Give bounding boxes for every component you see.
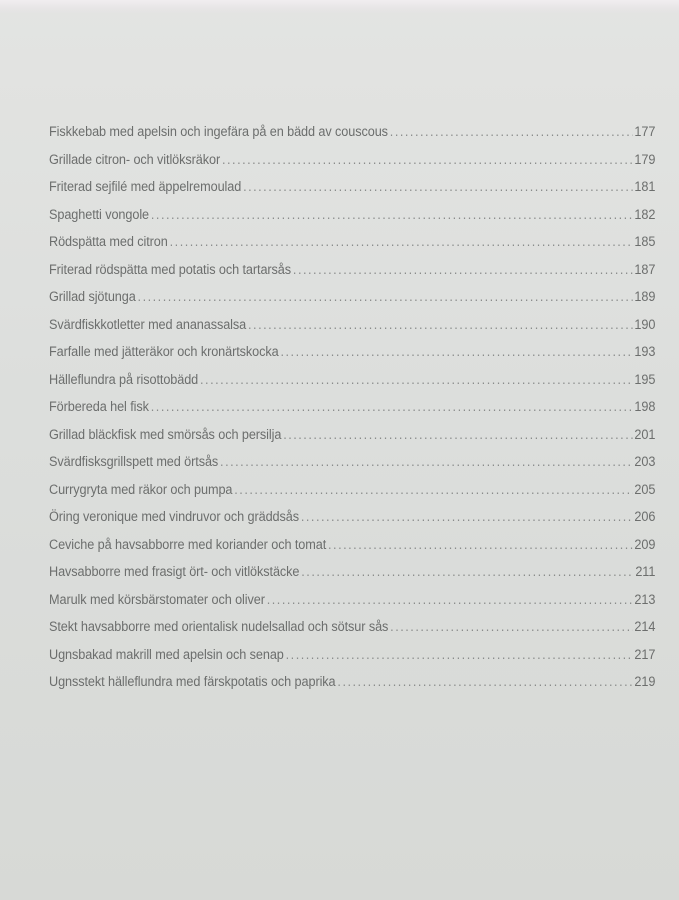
toc-entry-title: Svärdfisksgrillspett med örtsås bbox=[49, 454, 219, 469]
toc-entry bbox=[49, 647, 655, 675]
toc-page-number: 193 bbox=[634, 344, 656, 359]
toc-entry bbox=[49, 537, 655, 565]
toc-entry-title: Farfalle med jätteräkor och kronärtskocka bbox=[49, 344, 279, 359]
toc-page-number: 189 bbox=[634, 289, 656, 304]
toc-entry-title: Grillad sjötunga bbox=[49, 289, 136, 304]
toc-dot-leader bbox=[390, 124, 633, 139]
toc-page-number: 177 bbox=[634, 124, 656, 139]
toc-entry-title: Ceviche på havsabborre med koriander och tomat bbox=[49, 536, 327, 552]
toc-entry-title: Marulk med körsbärstomater och oliver bbox=[49, 591, 265, 607]
toc-entry bbox=[49, 619, 655, 647]
toc-entry bbox=[49, 674, 655, 702]
toc-entry-title: Svärdfiskkotletter med ananassalsa bbox=[49, 316, 247, 332]
toc-page-number: 198 bbox=[634, 399, 656, 414]
toc-entry-title: Rödspätta med citron bbox=[49, 234, 168, 249]
toc-entry bbox=[49, 317, 655, 345]
toc-entry-title: Hälleflundra på risottobädd bbox=[49, 371, 199, 387]
toc-page-number: 195 bbox=[634, 371, 656, 387]
toc-entry bbox=[49, 207, 655, 235]
toc-entry-title: Grillade citron- och vitlöksräkor bbox=[49, 151, 221, 167]
toc-entry bbox=[49, 372, 655, 400]
toc-page-number: 185 bbox=[634, 234, 656, 249]
toc-page-number: 182 bbox=[634, 206, 656, 222]
toc-dot-leader bbox=[151, 399, 633, 414]
toc-dot-leader bbox=[234, 482, 632, 497]
toc-dot-leader bbox=[280, 344, 632, 359]
toc-dot-leader bbox=[301, 509, 633, 524]
toc-dot-leader bbox=[222, 152, 633, 167]
toc-entry-title: Spaghetti vongole bbox=[49, 206, 150, 222]
toc-entry-title: Friterad sejfilé med äppelremoulad bbox=[49, 179, 242, 194]
toc-dot-leader bbox=[283, 427, 632, 442]
toc-dot-leader bbox=[293, 262, 633, 277]
toc-entry bbox=[49, 592, 655, 620]
toc-entry bbox=[49, 399, 655, 427]
toc-entry bbox=[49, 482, 655, 510]
toc-entry bbox=[49, 509, 655, 537]
toc-dot-leader bbox=[267, 592, 633, 607]
toc-entry bbox=[49, 234, 655, 262]
toc-entry-title: Fiskkebab med apelsin och ingefära på en bädd av couscous bbox=[49, 124, 388, 139]
toc-dot-leader bbox=[243, 179, 632, 194]
toc-dot-leader bbox=[328, 537, 633, 552]
toc-page-number: 181 bbox=[634, 179, 656, 194]
toc-entry-title: Grillad bläckfisk med smörsås och persilja bbox=[49, 426, 282, 442]
toc-dot-leader bbox=[138, 289, 633, 304]
toc-entry bbox=[49, 289, 655, 317]
page-top-edge bbox=[0, 0, 679, 14]
toc-dot-leader bbox=[170, 234, 633, 249]
toc-page-number: 179 bbox=[634, 151, 656, 167]
table-of-contents bbox=[49, 124, 655, 702]
toc-page-number: 213 bbox=[634, 591, 656, 607]
toc-entry-title: Öring veronique med vindruvor och gräddsås bbox=[49, 509, 299, 524]
toc-entry-title: Förbereda hel fisk bbox=[49, 399, 149, 414]
toc-page-number: 219 bbox=[634, 674, 656, 689]
toc-entry-title: Stekt havsabborre med orientalisk nudelsallad och sötsur sås bbox=[49, 619, 389, 634]
toc-page-number: 190 bbox=[634, 316, 656, 332]
toc-dot-leader bbox=[200, 372, 633, 387]
toc-entry-title: Currygryta med räkor och pumpa bbox=[49, 481, 233, 497]
toc-entry-title: Havsabborre med frasigt ört- och vitlökstäcke bbox=[49, 564, 300, 579]
toc-entry-title: Ugnsbakad makrill med apelsin och senap bbox=[49, 646, 284, 662]
toc-entry bbox=[49, 344, 655, 372]
toc-dot-leader bbox=[151, 207, 633, 222]
toc-page-number: 206 bbox=[634, 509, 656, 524]
toc-entry bbox=[49, 454, 655, 482]
toc-page-number: 201 bbox=[634, 426, 656, 442]
toc-entry bbox=[49, 179, 655, 207]
toc-page-number: 205 bbox=[634, 481, 656, 497]
toc-entry-title: Ugnsstekt hälleflundra med färskpotatis och paprika bbox=[49, 674, 336, 689]
toc-entry bbox=[49, 427, 655, 455]
toc-dot-leader bbox=[301, 564, 633, 579]
toc-page-number: 203 bbox=[634, 454, 656, 469]
toc-page-number: 209 bbox=[634, 536, 656, 552]
toc-dot-leader bbox=[286, 647, 633, 662]
toc-entry bbox=[49, 564, 655, 592]
toc-dot-leader bbox=[337, 674, 632, 689]
toc-page-number: 187 bbox=[634, 261, 656, 277]
toc-entry bbox=[49, 262, 655, 290]
toc-entry-title: Friterad rödspätta med potatis och tartarsås bbox=[49, 261, 292, 277]
toc-entry bbox=[49, 152, 655, 180]
toc-dot-leader bbox=[248, 317, 633, 332]
toc-dot-leader bbox=[220, 454, 632, 469]
toc-dot-leader bbox=[390, 619, 632, 634]
toc-entry bbox=[49, 124, 655, 152]
toc-page-number: 217 bbox=[634, 646, 656, 662]
toc-page-number: 214 bbox=[634, 619, 656, 634]
toc-page-number: 211 bbox=[635, 564, 656, 579]
